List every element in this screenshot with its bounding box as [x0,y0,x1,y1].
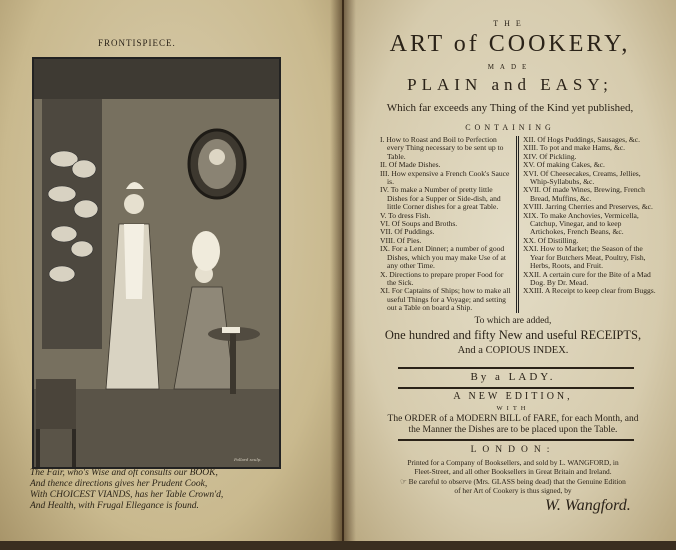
book-title: ART of COOKERY, [389,31,631,57]
signature: W. Wangford. [545,497,631,514]
rule [398,387,634,389]
containing-heading: CONTAINING [465,123,555,132]
contents-item: XXII. A certain cure for the Bite of a Mad Dog. By Dr. Mead. [523,269,651,287]
added-receipts: One hundred and fifty New and useful RECEIPTS, [384,328,642,342]
contents-item: XII. Of Hogs Puddings, Sausages, &c. [523,135,641,144]
contents-item: I. How to Roast and Boil to Perfection every Thing necessary to be sent up to Table. [380,135,504,161]
contents-item: IX. For a Lent Dinner; a number of good Dishes, which you may make Use of at any other Time. [380,244,506,271]
contents-item: XX. Of Distilling. [523,235,579,245]
caption-line: And Health, with Frugal Ellegance is found. [30,501,199,511]
contents-item: XVII. Of made Wines, Brewing, French Bread, Muffins, &c. [523,185,645,203]
contents-item: XXIII. A Receipt to keep clear from Buggs. [523,286,656,296]
contents-item: XV. Of making Cakes, &c. [523,160,605,170]
imprint-line: Fleet-Street, and all other Booksellers in Great Britain and Ireland. [414,467,612,476]
rule [398,439,634,441]
contents-item: IV. To make a Number of pretty little Dishes for a Supper or Side-dish, and little Corner dishes for a great Table. [380,185,501,212]
contents-item: III. How expensive a French Cook's Sauce is. [380,168,510,187]
frontispiece-heading: FRONTISPIECE. [98,38,176,48]
contents-item: XVIII. Jarring Cherries and Preserves, &c. [523,202,653,212]
caption-line: With CHOICEST VIANDS, has her Table Crown'd, [30,490,224,500]
book-subtitle: PLAIN and EASY; [407,75,613,94]
rule [398,367,634,369]
index-line: And a COPIOUS INDEX. [457,345,569,356]
contents-item: X. Directions to prepare proper Food for the Sick. [380,269,504,287]
pointing-hand-icon: ☞ [400,477,409,486]
notice-line [350,477,676,486]
contents-item: XXI. How to Market; the Season of the Year for Butchers Meat, Poultry, Fish, Herbs, Roots, and Fruit. [523,244,646,271]
author-line: By a LADY. [470,371,556,383]
contents-item: VI. Of Soups and Broths. [380,219,458,229]
contents-item: XI. For Captains of Ships; how to make all useful Things for a Voyage; and setting out a Table on board a Ship. [380,286,511,313]
imprint-place: LONDON: [470,445,556,455]
title-the: THE [493,19,527,28]
contents-item: II. Of Made Dishes. [380,160,441,170]
bill-of-fare-line: The ORDER of a MODERN BILL of FARE, for each Month, and [387,414,639,424]
engraver-credit: Pollard sculp. [234,457,262,462]
title-made: MADE [487,63,533,71]
caption-line: And thence directions gives her Prudent Cook, [30,479,208,489]
contents-item: XIV. Of Pickling. [523,151,577,161]
with-line: WITH [496,405,530,412]
contents-item: XIII. To pot and make Hams, &c. [523,143,626,153]
caption-line: The Fair, who's Wise and oft consults our BOOK, [30,468,218,478]
contents-item: XIX. To make Anchovies, Vermicella, Catchup, Vinegar, and to keep Artichokes, French Beans, &c. [523,210,639,237]
title-page-lower-text [350,9,676,550]
edition-line: A NEW EDITION, [453,391,573,402]
added-intro: To which are added, [474,316,552,326]
contents-item: V. To dress Fish. [380,210,431,220]
contents-item: XVI. Of Cheesecakes, Creams, Jellies, Whip-Syllabubs, &c. [523,168,641,187]
tagline: Which far exceeds any Thing of the Kind yet published, [386,102,634,114]
notice-text: Be careful to observe (Mrs. GLASS being dead) that the Genuine Edition [408,477,626,486]
notice-line: of her Art of Cookery is thus signed, by [454,486,572,495]
contents-item: VIII. Of Pies. [380,235,422,245]
title-page-lower-section [0,9,676,550]
contents-item: VII. Of Puddings. [380,227,435,237]
bill-of-fare-line: the Manner the Dishes are to be placed upon the Table. [408,425,618,435]
imprint-line: Printed for a Company of Booksellers, and sold by L. WANGFORD, in [407,458,619,467]
